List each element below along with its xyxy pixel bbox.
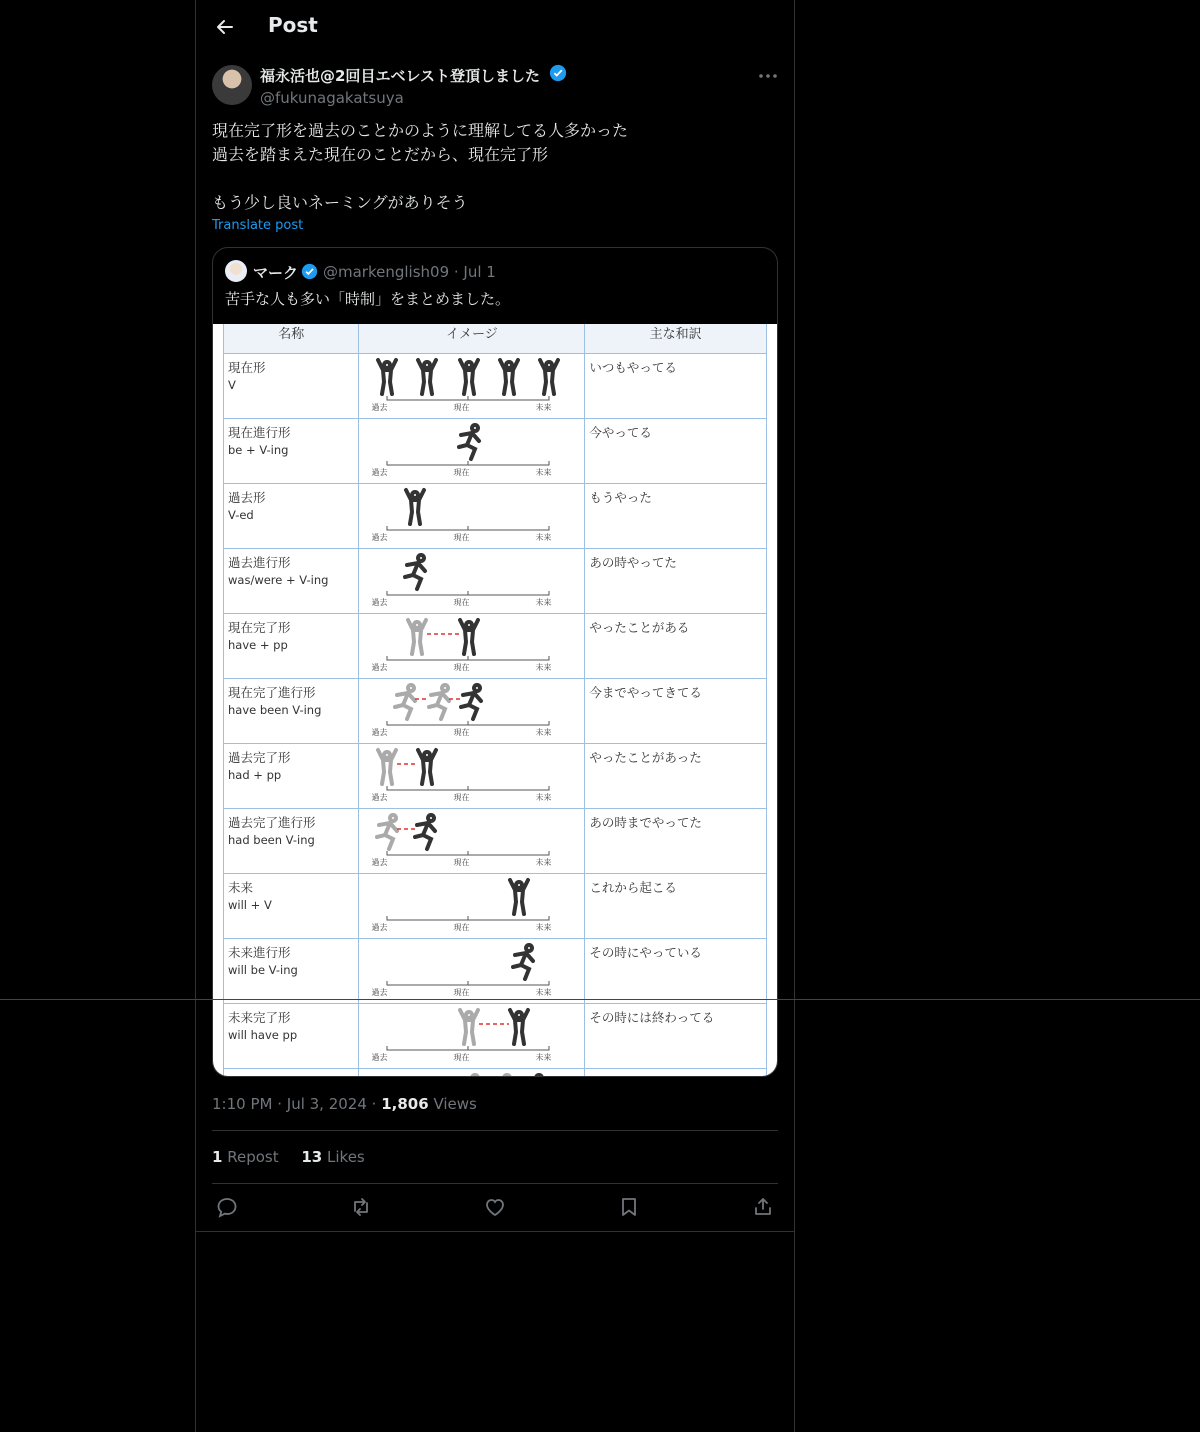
like-icon[interactable] (480, 1192, 510, 1222)
tense-name-cell (224, 744, 359, 809)
tense-image-cell (359, 809, 585, 874)
tense-name: 過去形 (228, 490, 266, 505)
timeline-label: 現在 (453, 598, 470, 607)
timeline-label: 過去 (371, 793, 388, 802)
table-row (224, 809, 767, 874)
timeline-label: 過去 (371, 598, 388, 607)
tense-name: 過去進行形 (228, 555, 291, 570)
table-row (224, 484, 767, 549)
tense-form: had been V-ing (228, 833, 315, 847)
views-label: Views (433, 1095, 477, 1113)
tense-image-cell (359, 1004, 585, 1069)
tense-name-cell (224, 679, 359, 744)
tense-meaning-cell (585, 874, 767, 939)
tense-name: 過去完了進行形 (228, 815, 316, 830)
quote-verified-badge-icon (301, 263, 318, 284)
table-row (224, 1069, 767, 1077)
tense-image-cell (359, 419, 585, 484)
tense-meaning-cell (585, 939, 767, 1004)
timeline-label: 未来 (535, 988, 552, 997)
tense-name-cell (224, 484, 359, 549)
timeline-label: 現在 (453, 858, 470, 867)
timeline-label: 過去 (371, 858, 388, 867)
table-header: 主な和訳 (585, 324, 767, 354)
more-options-icon[interactable] (756, 66, 780, 86)
tense-name: 現在完了形 (228, 620, 291, 635)
tense-form: will have pp (228, 1028, 298, 1042)
top-bar (196, 0, 794, 54)
tense-image-cell (359, 939, 585, 1004)
tense-image-cell (359, 744, 585, 809)
table-header: 名称 (224, 324, 359, 354)
tense-meaning: その時にやっている (589, 945, 702, 960)
reply-icon[interactable] (212, 1192, 242, 1222)
quote-author-name: マーク (253, 264, 299, 282)
tense-name: 現在進行形 (228, 425, 291, 440)
likes-stat[interactable] (301, 1148, 364, 1166)
timeline-label: 現在 (453, 793, 470, 802)
reposts-label: Repost (227, 1148, 279, 1166)
tense-form: will + V (228, 898, 272, 912)
tense-name-cell (224, 614, 359, 679)
tense-meaning-cell (585, 484, 767, 549)
timeline-label: 現在 (453, 663, 470, 672)
tense-meaning: あの時までやってた (589, 815, 702, 830)
timeline-label: 現在 (453, 988, 470, 997)
table-header-row (224, 324, 767, 354)
divider (196, 1231, 794, 1232)
tense-meaning: これから起こる (589, 880, 677, 895)
timeline-label: 現在 (453, 1053, 470, 1062)
timeline-label: 未来 (535, 1053, 552, 1062)
tense-meaning (585, 1069, 766, 1076)
divider (0, 999, 1200, 1000)
tense-form: will be V-ing (228, 963, 298, 977)
divider (212, 1183, 778, 1184)
tense-meaning: やったことがある (589, 620, 690, 635)
quote-text: 苦手な人も多い「時制」をまとめました。 (225, 290, 511, 308)
post-meta: 1:10 PM · Jul 3, 2024 · 1,806 Views (212, 1095, 477, 1113)
table-row (224, 1004, 767, 1069)
tense-image-cell (359, 549, 585, 614)
timeline-label: 過去 (371, 923, 388, 932)
tense-image-cell (359, 1069, 585, 1077)
tense-meaning: 今までやってきてる (589, 685, 702, 700)
bookmark-icon[interactable] (614, 1192, 644, 1222)
tense-image-cell (359, 679, 585, 744)
back-arrow-icon[interactable] (210, 12, 240, 42)
tense-image-cell (359, 484, 585, 549)
tense-name-cell (224, 1069, 359, 1077)
table-row (224, 354, 767, 419)
tense-meaning: いつもやってる (589, 360, 677, 375)
divider (212, 1130, 778, 1131)
tense-name: 未来完了形 (228, 1010, 291, 1025)
tense-name: 未来 (228, 880, 254, 895)
views-count: 1,806 (381, 1095, 429, 1113)
tense-form: have been V-ing (228, 703, 322, 717)
table-header: イメージ (359, 324, 585, 354)
tense-name: 現在完了進行形 (228, 685, 316, 700)
tense-name: 現在形 (228, 360, 266, 375)
tense-meaning-cell (585, 809, 767, 874)
share-icon[interactable] (748, 1192, 778, 1222)
timeline-label: 過去 (371, 663, 388, 672)
post-text: 現在完了形を過去のことかのように理解してる人多かった 過去を踏まえた現在のことだから、現在完了形 もう少し良いネーミングがありそう (212, 121, 629, 212)
tense-meaning: もうやった (589, 490, 652, 505)
timeline-label: 未来 (535, 533, 552, 542)
timeline-illustration (359, 1069, 583, 1076)
timeline-label: 未来 (535, 598, 552, 607)
tense-form: be + V-ing (228, 443, 289, 457)
tense-name-cell (224, 549, 359, 614)
quote-author-handle: @markenglish09 · Jul 1 (323, 263, 496, 281)
timeline-label: 過去 (371, 988, 388, 997)
timeline-label: 現在 (453, 728, 470, 737)
tense-meaning: 今やってる (589, 425, 652, 440)
quoted-post[interactable] (212, 247, 778, 1077)
timeline-label: 現在 (453, 923, 470, 932)
translate-post-link[interactable]: Translate post (212, 218, 304, 233)
timeline-label: 過去 (371, 403, 388, 412)
tense-meaning-cell (585, 354, 767, 419)
likes-label: Likes (327, 1148, 365, 1166)
tense-form: V-ed (228, 508, 254, 522)
tense-name-cell (224, 419, 359, 484)
post-time: 1:10 PM (212, 1095, 273, 1113)
tense-meaning: やったことがあった (589, 750, 702, 765)
table-row (224, 744, 767, 809)
tense-name-cell (224, 874, 359, 939)
tense-chart-image[interactable] (213, 324, 777, 1076)
tense-meaning-cell (585, 679, 767, 744)
post-column (195, 0, 795, 1432)
timeline-label: 未来 (535, 728, 552, 737)
tense-name-cell (224, 809, 359, 874)
post-date[interactable]: Jul 3, 2024 (286, 1095, 367, 1113)
tense-meaning-cell (585, 1069, 767, 1077)
tense-meaning-cell (585, 1004, 767, 1069)
reposts-count: 1 (212, 1148, 223, 1166)
timeline-label: 未来 (535, 858, 552, 867)
tense-name: 未来進行形 (228, 945, 291, 960)
tense-meaning-cell (585, 419, 767, 484)
table-row (224, 874, 767, 939)
tense-image-cell (359, 874, 585, 939)
tense-meaning-cell (585, 614, 767, 679)
repost-icon[interactable] (346, 1192, 376, 1222)
tense-image-cell (359, 354, 585, 419)
tense-meaning-cell (585, 549, 767, 614)
timeline-label: 過去 (371, 533, 388, 542)
timeline-label: 未来 (535, 793, 552, 802)
engagement-stats (212, 1148, 365, 1166)
tense-table (223, 324, 767, 1076)
tense-meaning: あの時やってた (589, 555, 677, 570)
tense-name: 過去完了形 (228, 750, 291, 765)
tense-name-cell (224, 939, 359, 1004)
tense-form: have + pp (228, 638, 288, 652)
avatar[interactable] (212, 65, 252, 105)
table-row (224, 419, 767, 484)
reposts-stat[interactable] (212, 1148, 279, 1166)
tense-name (224, 1069, 358, 1076)
timeline-label: 現在 (453, 468, 470, 477)
author-handle[interactable]: @fukunagakatsuya (260, 89, 404, 107)
timeline-label: 未来 (535, 923, 552, 932)
tense-image-cell (359, 614, 585, 679)
table-row (224, 679, 767, 744)
tense-form: V (228, 378, 236, 392)
tense-form: had + pp (228, 768, 282, 782)
timeline-label: 過去 (371, 468, 388, 477)
verified-badge-icon (549, 64, 567, 86)
page-title: Post (268, 13, 318, 37)
table-row (224, 939, 767, 1004)
tense-meaning: その時には終わってる (589, 1010, 715, 1025)
action-bar (212, 1192, 778, 1222)
tense-form: was/were + V-ing (228, 573, 329, 587)
likes-count: 13 (301, 1148, 323, 1166)
table-row (224, 549, 767, 614)
table-row (224, 614, 767, 679)
tense-meaning-cell (585, 744, 767, 809)
author-block (260, 64, 567, 107)
tense-name-cell (224, 354, 359, 419)
timeline-label: 未来 (535, 468, 552, 477)
timeline-label: 未来 (535, 663, 552, 672)
timeline-label: 過去 (371, 1053, 388, 1062)
timeline-label: 未来 (535, 403, 552, 412)
timeline-label: 現在 (453, 403, 470, 412)
tense-name-cell (224, 1004, 359, 1069)
timeline-label: 過去 (371, 728, 388, 737)
timeline-label: 現在 (453, 533, 470, 542)
quote-avatar (225, 260, 247, 282)
author-name[interactable]: 福永活也@2回目エベレスト登頂しました (260, 66, 540, 85)
